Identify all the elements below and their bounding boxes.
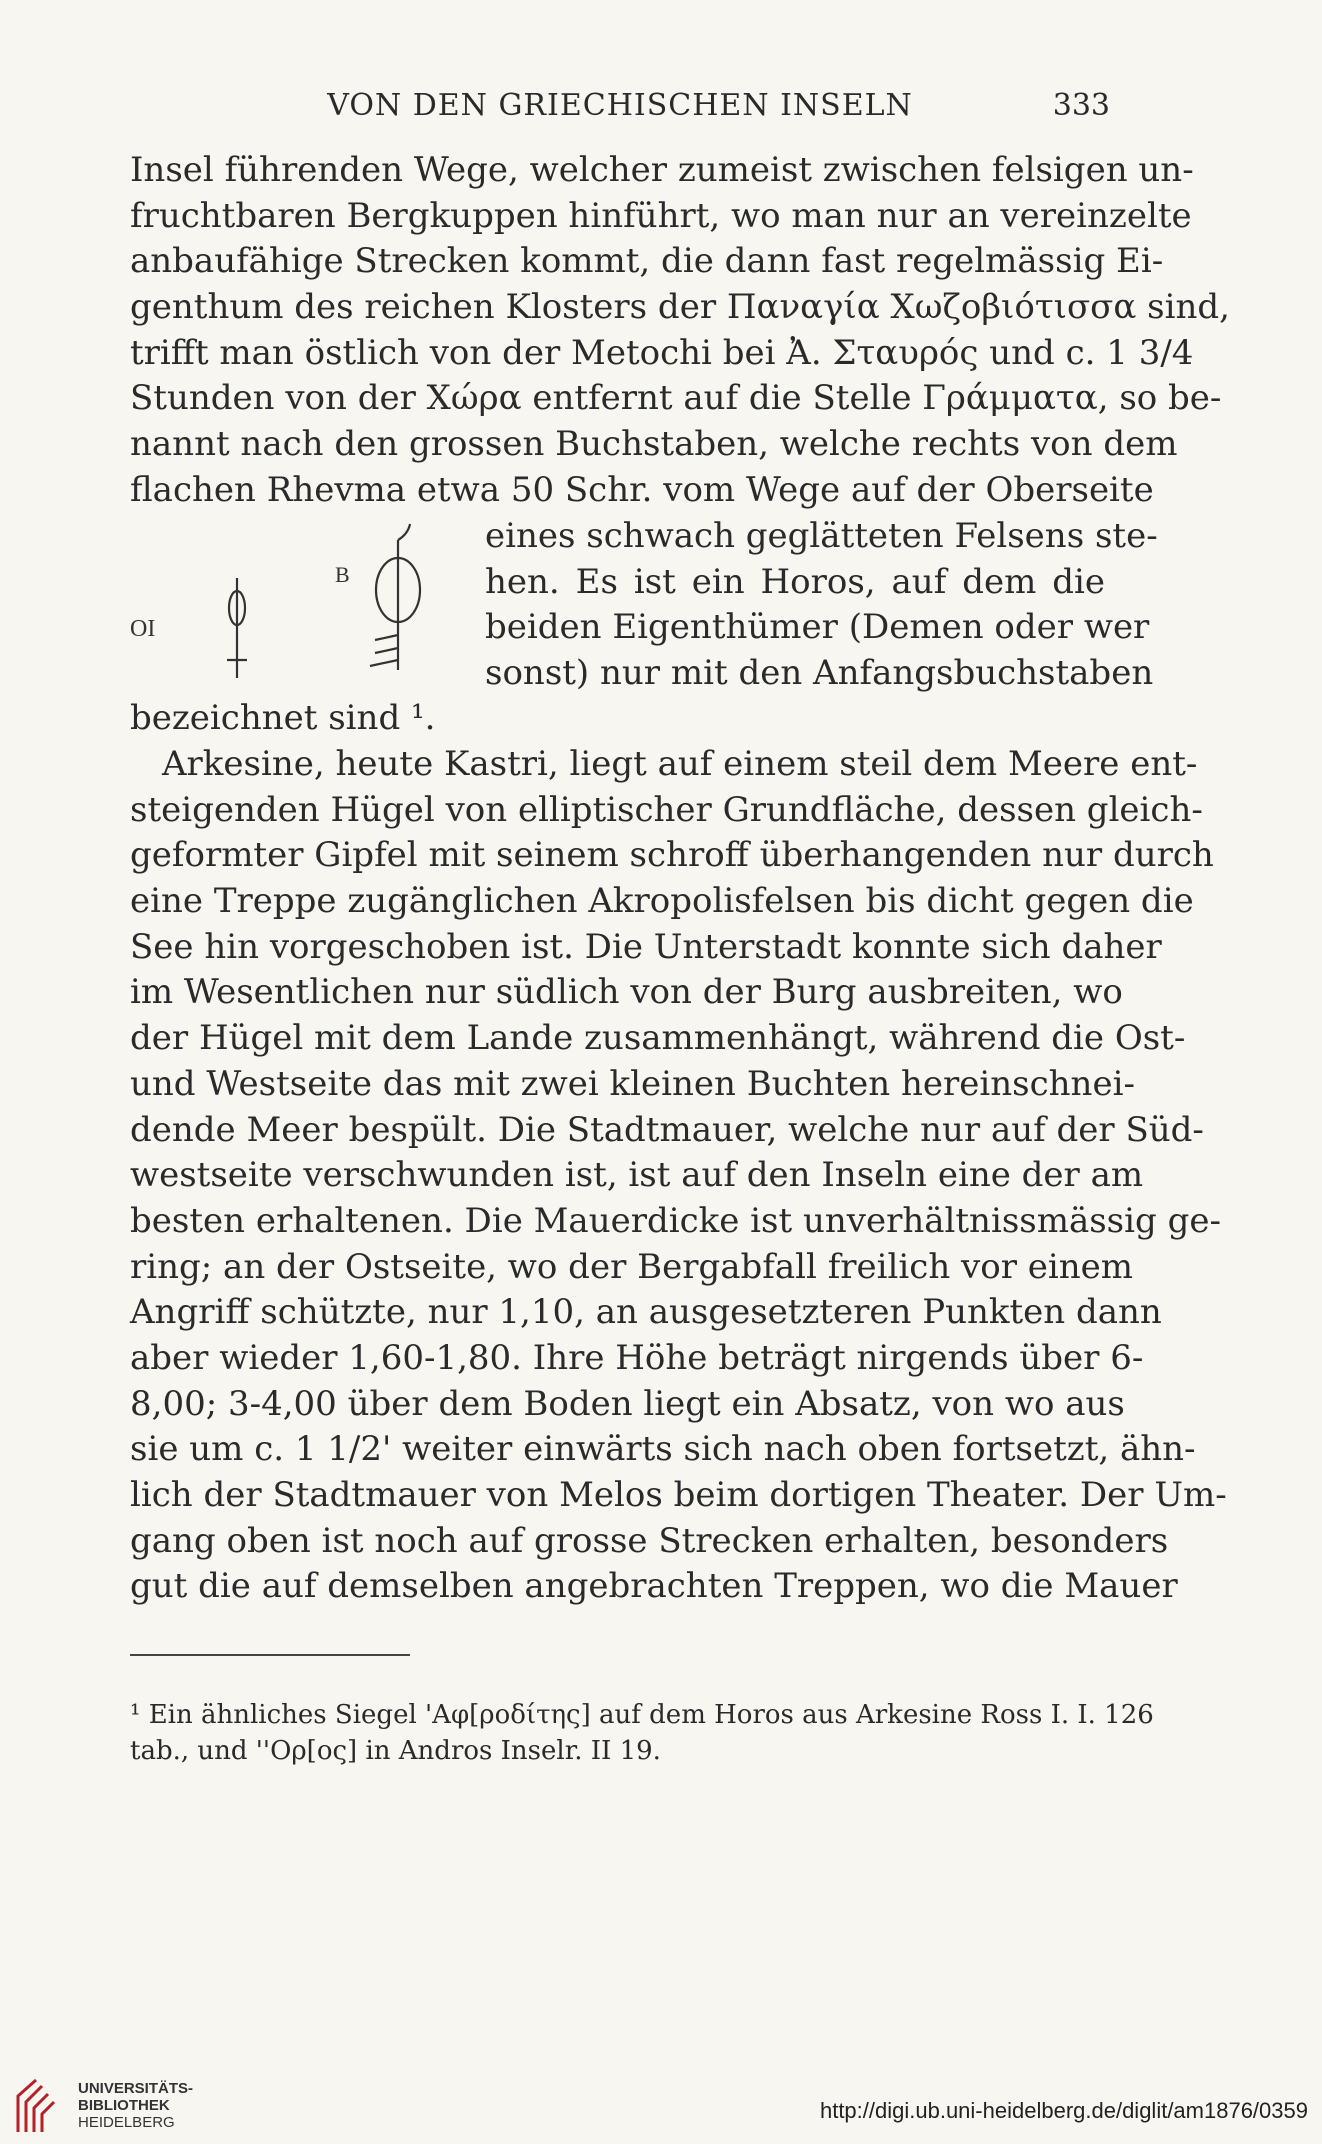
page-header xyxy=(130,88,1110,128)
text-line: 8,00; 3-4,00 über dem Boden liegt ein Absatz, von wo aus xyxy=(130,1383,1125,1424)
text-line: eines schwach geglätteten Felsens ste- xyxy=(485,516,1158,556)
text-line: Angriff schützte, nur 1,10, an ausgesetzteren Punkten dann xyxy=(130,1292,1162,1333)
footnote-line: tab., und ''Ορ[ος] in Andros Inselr. II 19. xyxy=(130,1736,661,1766)
text-line: eine Treppe zugänglichen Akropolisfelsen bis dicht gegen die xyxy=(130,881,1194,922)
page-footer xyxy=(0,2068,1322,2144)
footnote-line: ¹ Ein ähnliches Siegel 'Αφ[ροδίτης] auf dem Horos aus Arkesine Ross I. I. 126 xyxy=(130,1700,1154,1730)
running-title: VON DEN GRIECHISCHEN INSELN xyxy=(327,88,913,123)
text-line: im Wesentlichen nur südlich von der Burg ausbreiten, wo xyxy=(130,972,1123,1013)
text-line: gut die auf demselben angebrachten Treppen, wo die Mauer xyxy=(130,1566,1178,1607)
text-line: nannt nach den grossen Buchstaben, welche rechts von dem xyxy=(130,424,1178,465)
text-line: geformter Gipfel mit seinem schroff überhangenden nur durch xyxy=(130,835,1214,876)
text-line: sonst) nur mit den Anfangsbuchstaben xyxy=(485,653,1154,694)
text-line: Insel führenden Wege, welcher zumeist zwischen felsigen un- xyxy=(130,150,1194,190)
text-line: ring; an der Ostseite, wo der Bergabfall freilich vor einem xyxy=(130,1246,1134,1287)
footnote xyxy=(130,1697,1154,1769)
text-line: Stunden von der Χώρα entfernt auf die Stelle Γράμματα, so be- xyxy=(130,378,1222,419)
text-line: steigenden Hügel von elliptischer Grundfläche, dessen gleich- xyxy=(130,789,1203,830)
text-line: See hin vorgeschoben ist. Die Unterstadt konnte sich daher xyxy=(130,926,1162,967)
text-line: dende Meer bespült. Die Stadtmauer, welche nur auf der Süd- xyxy=(130,1109,1204,1150)
page-number: 333 xyxy=(1052,88,1110,123)
monogram-left-label: ΟΙ xyxy=(130,616,156,642)
text-line: lich der Stadtmauer von Melos beim dortigen Theater. Der Um- xyxy=(130,1475,1227,1515)
text-line: gang oben ist noch auf grosse Strecken erhalten, besonders xyxy=(130,1520,1169,1561)
library-logo-icon xyxy=(14,2076,68,2136)
paragraph-1 xyxy=(130,148,1230,514)
figure-side-text xyxy=(485,514,1158,697)
horos-inscription-figure xyxy=(130,520,470,690)
text-line: bezeichnet sind ¹. xyxy=(130,698,436,738)
text-line: besten erhaltenen. Die Mauerdicke ist unverhältnissmässig ge- xyxy=(130,1200,1221,1241)
footnote-divider xyxy=(130,1654,410,1656)
monogram-right-label: Β xyxy=(335,562,350,587)
text-line: genthum des reichen Klosters der Παναγία Χωζοβιότισσα sind, xyxy=(130,287,1230,328)
text-line: aber wieder 1,60-1,80. Ihre Höhe beträgt nirgends über 6- xyxy=(130,1337,1144,1378)
logo-line: BIBLIOTHEK xyxy=(78,2097,170,2114)
text-line: trifft man östlich von der Metochi bei Ἀ. Σταυρός und c. 1 3/4 xyxy=(130,332,1194,373)
paragraph-2 xyxy=(130,742,1227,1610)
text-line: Arkesine, heute Kastri, liegt auf einem steil dem Meere ent- xyxy=(162,744,1198,784)
logo-line: UNIVERSITÄTS- xyxy=(78,2080,194,2097)
text-line: und Westseite das mit zwei kleinen Buchten hereinschnei- xyxy=(130,1063,1135,1104)
text-line: westseite verschwunden ist, ist auf den Inseln eine der am xyxy=(130,1155,1144,1196)
library-logo-text xyxy=(78,2080,193,2131)
text-line: anbaufähige Strecken kommt, die dann fast regelmässig Ei- xyxy=(130,241,1164,282)
text-line: der Hügel mit dem Lande zusammenhängt, während die Ost- xyxy=(130,1018,1186,1059)
text-line: fruchtbaren Bergkuppen hinführt, wo man nur an vereinzelte xyxy=(130,195,1192,236)
logo-line: HEIDELBERG xyxy=(78,2114,175,2131)
monogram-drawing xyxy=(130,520,470,690)
text-line: flachen Rhevma etwa 50 Schr. vom Wege auf der Oberseite xyxy=(130,469,1154,510)
source-url-link[interactable]: http://digi.ub.uni-heidelberg.de/diglit/am1876/0359 xyxy=(819,2098,1308,2123)
text-line: beiden Eigenthümer (Demen oder wer xyxy=(485,607,1150,648)
text-line: hen. Es ist ein Horos, auf dem die xyxy=(485,561,1105,602)
text-line: sie um c. 1 1/2' weiter einwärts sich nach oben fortsetzt, ähn- xyxy=(130,1429,1196,1470)
